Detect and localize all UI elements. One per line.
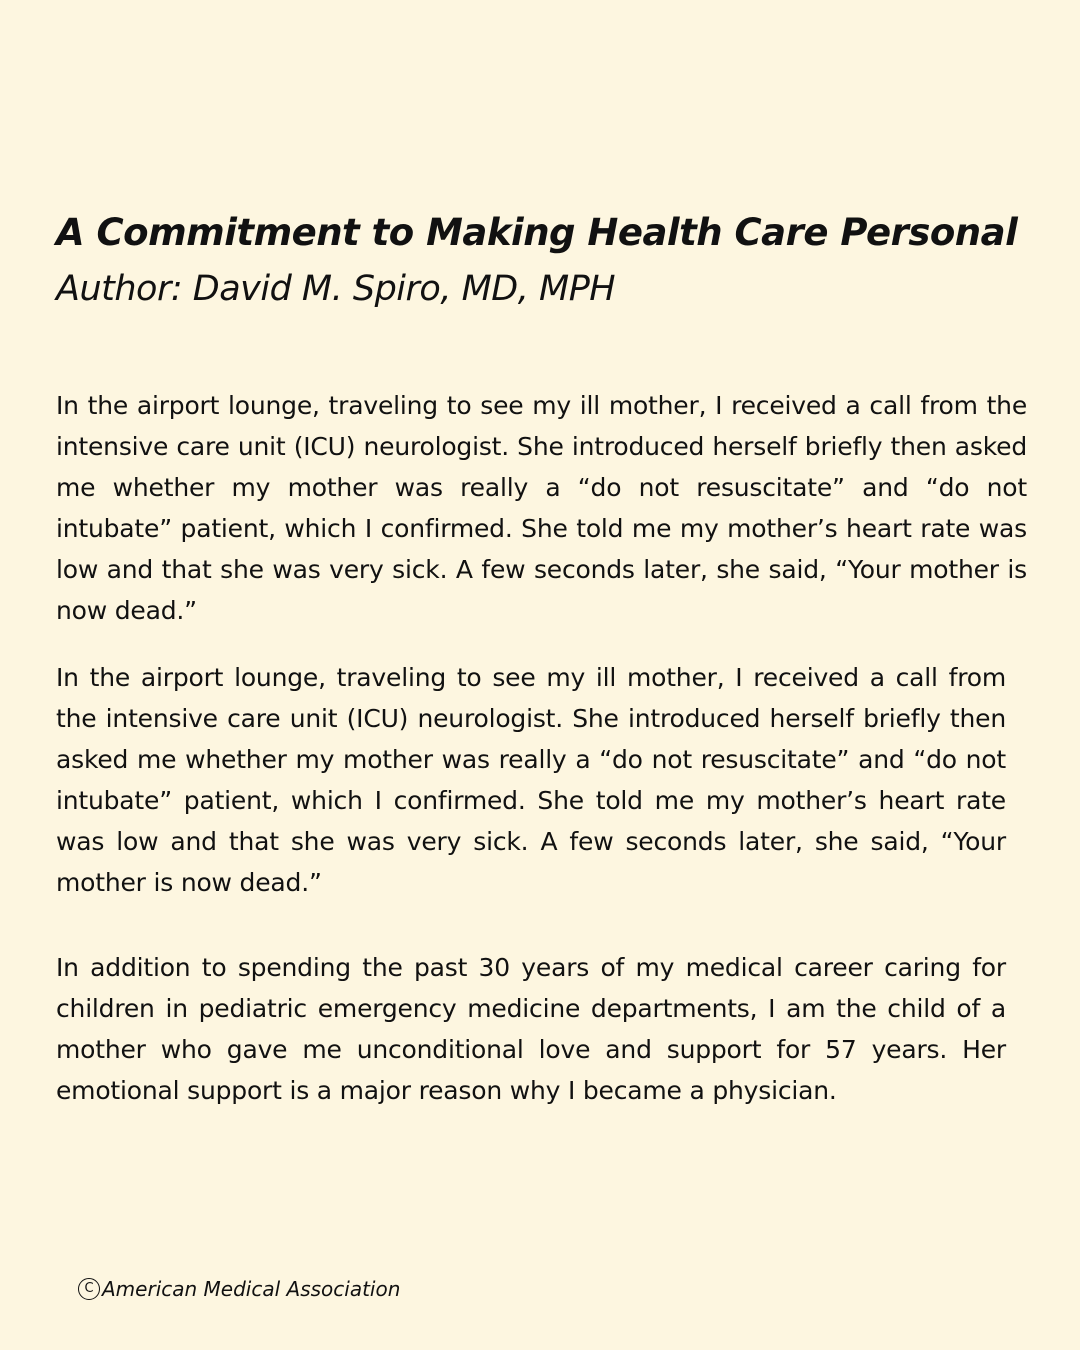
copyright-footer [78, 1276, 400, 1302]
article-paragraph-2: In the airport lounge, traveling to see my ill mother, I received a call from the intensive care unit (ICU) neurologist. She introduced herself briefly then asked me whether my mother was really a “do not resuscitate” and “do not intubate” patient, which I confirmed. She told me my mother’s heart rate was low and that she was very sick. A few seconds later, she said, “Your mother is now dead.” [56, 663, 1006, 897]
article-title: A Commitment to Making Health Care Personal [56, 211, 1018, 254]
article-author: Author: David M. Spiro, MD, MPH [56, 269, 616, 309]
article-paragraph-1: In the airport lounge, traveling to see my ill mother, I received a call from the intensive care unit (ICU) neurologist. She introduced herself briefly then asked me whether my mother was really a “do not resuscitate” and “do not intubate” patient, which I confirmed. She told me my mother’s heart rate was low and that she was very sick. A few seconds later, she said, “Your mother is now dead.” [56, 391, 1027, 625]
copyright-attribution: American Medical Association [102, 1277, 401, 1301]
copyright-icon: C [78, 1278, 100, 1300]
article-paragraph-3: In addition to spending the past 30 years of my medical career caring for children in pediatric emergency medicine departments, I am the child of a mother who gave me unconditional love and support for 57 years. Her emotional support is a major reason why I became a physician. [56, 953, 1006, 1105]
